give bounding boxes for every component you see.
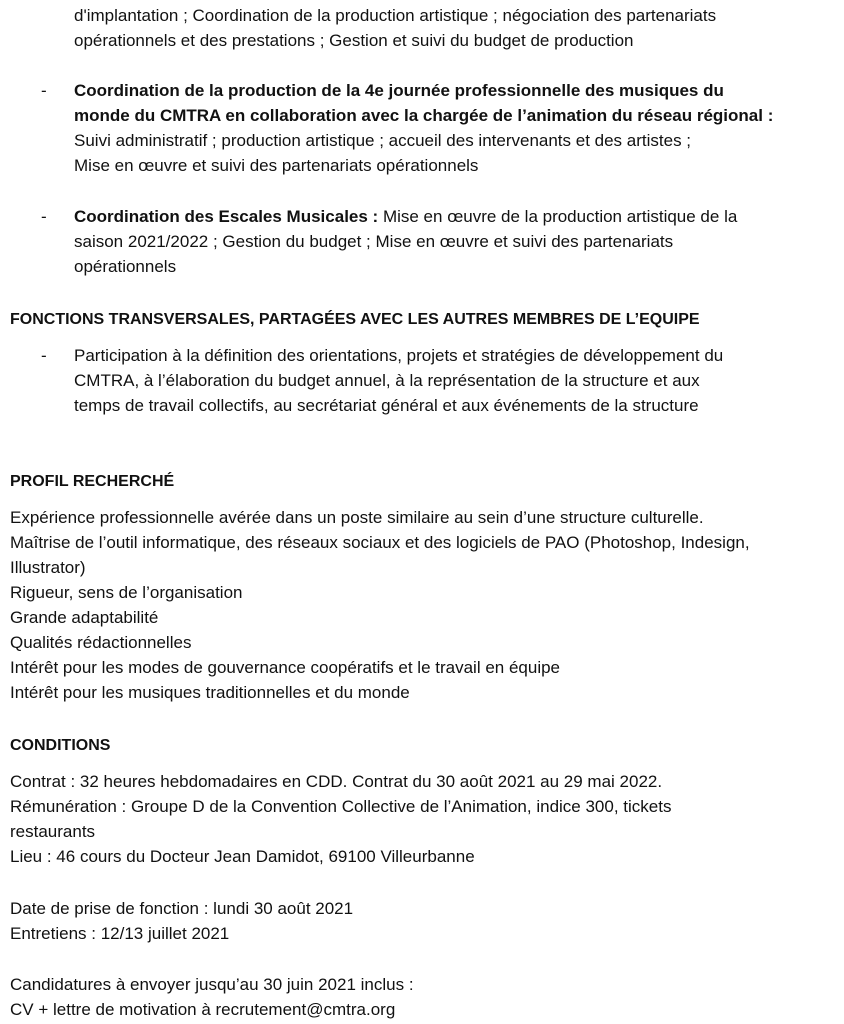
item-escales-text: Mise en œuvre de la production artistique de la	[378, 207, 738, 226]
profil-line: Maîtrise de l’outil informatique, des réseaux sociaux et des logiciels de PAO (Photoshop, Indesign,	[10, 533, 750, 552]
intro-line: d'implantation ; Coordination de la production artistique ; négociation des partenariats	[74, 6, 717, 25]
profil-line: Qualités rédactionnelles	[10, 633, 192, 652]
item-escales-text: opérationnels	[74, 257, 177, 276]
item-escales-title: Coordination des Escales Musicales :	[74, 207, 379, 226]
profil-line: Rigueur, sens de l’organisation	[10, 583, 243, 602]
profil-line: Illustrator)	[10, 558, 86, 577]
transversal-text: temps de travail collectifs, au secrétariat général et aux événements de la structure	[74, 396, 699, 415]
date-prise-fonction: Date de prise de fonction : lundi 30 août 2021	[10, 899, 354, 918]
profil-line: Expérience professionnelle avérée dans un poste similaire au sein d’une structure culturelle.	[10, 508, 704, 527]
transversal-text: CMTRA, à l’élaboration du budget annuel, à la représentation de la structure et aux	[74, 371, 700, 390]
profil-line: Grande adaptabilité	[10, 608, 159, 627]
item-journee-title: Coordination de la production de la 4e journée professionnelle des musiques du	[74, 81, 724, 100]
conditions-line: Rémunération : Groupe D de la Convention Collective de l’Animation, indice 300, tickets	[10, 797, 672, 816]
section-heading-profil: PROFIL RECHERCHÉ	[10, 473, 175, 490]
item-escales-line	[74, 204, 737, 229]
item-journee-title: monde du CMTRA en collaboration avec la chargée de l’animation du réseau régional :	[74, 106, 774, 125]
profil-line: Intérêt pour les musiques traditionnelles et du monde	[10, 683, 410, 702]
section-heading-conditions: CONDITIONS	[10, 737, 111, 754]
conditions-line: Contrat : 32 heures hebdomadaires en CDD. Contrat du 30 août 2021 au 29 mai 2022.	[10, 772, 663, 791]
candidatures-contact: CV + lettre de motivation à recrutement@cmtra.org	[10, 1000, 396, 1019]
transversal-text: Participation à la définition des orientations, projets et stratégies de développement du	[74, 346, 724, 365]
section-heading-transversal: FONCTIONS TRANSVERSALES, PARTAGÉES AVEC LES AUTRES MEMBRES DE L’EQUIPE	[10, 311, 700, 328]
item-journee-text: Suivi administratif ; production artistique ; accueil des intervenants et des artistes ;	[74, 131, 692, 150]
bullet-dash: -	[41, 346, 47, 365]
conditions-line: restaurants	[10, 822, 96, 841]
item-escales-text: saison 2021/2022 ; Gestion du budget ; Mise en œuvre et suivi des partenariats	[74, 232, 674, 251]
bullet-dash: -	[41, 81, 47, 100]
entretiens-dates: Entretiens : 12/13 juillet 2021	[10, 924, 230, 943]
intro-line: opérationnels et des prestations ; Gestion et suivi du budget de production	[74, 31, 634, 50]
profil-line: Intérêt pour les modes de gouvernance coopératifs et le travail en équipe	[10, 658, 561, 677]
candidatures-deadline: Candidatures à envoyer jusqu’au 30 juin 2021 inclus :	[10, 975, 414, 994]
bullet-dash: -	[41, 207, 47, 226]
item-journee-text: Mise en œuvre et suivi des partenariats opérationnels	[74, 156, 479, 175]
conditions-line: Lieu : 46 cours du Docteur Jean Damidot, 69100 Villeurbanne	[10, 847, 475, 866]
